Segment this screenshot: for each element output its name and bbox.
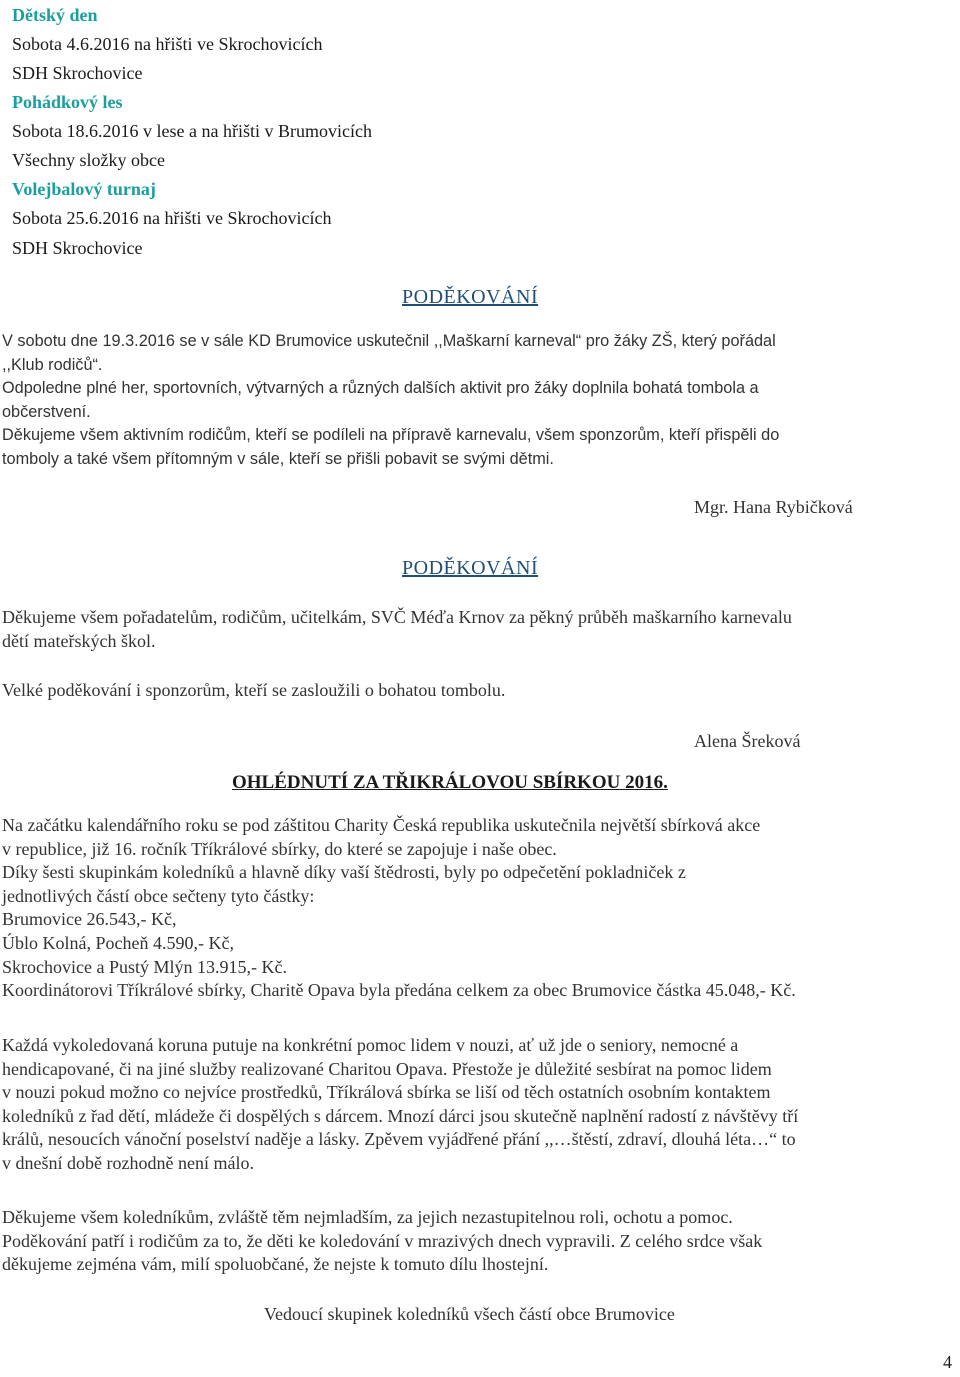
section-heading-thanks-1: PODĚKOVÁNÍ [402, 286, 539, 308]
text-line: koledníků z řad dětí, mládeže či dospělých s dárcem. Mnozí dárci jsou skutečně naplnění radostí z návštěvy tří [2, 1105, 799, 1126]
text-line: dětí mateřských škol. [2, 630, 156, 651]
text-line: občerstvení. [2, 402, 91, 421]
text-line: Děkujeme všem aktivním rodičům, kteří se podíleli na přípravě karnevalu, všem sponzorům, kteří přispěli do [2, 426, 780, 444]
text-line: Děkujeme všem koledníkům, zvláště těm nejmladším, za jejich nezastupitelnou roli, ochotu a pomoc. [2, 1207, 733, 1227]
text-line: v nouzi pokud možno co nejvíce prostředků, Tříkrálová sbírka se liší od těch ostatních osobním kontaktem [2, 1082, 771, 1103]
text-line: ,,Klub rodičů“. [2, 355, 103, 374]
text-line: hendicapované, či na jiné služby realizované Charitou Opava. Přestože je důležité sesbírat na pomoc lidem [2, 1058, 772, 1079]
thanks-1-text [2, 330, 948, 471]
amount-line: Brumovice 26.543,- Kč, [2, 909, 177, 930]
event-organizer: SDH Skrochovice [12, 63, 143, 83]
text-line: Každá vykoledovaná koruna putuje na konkrétní pomoc lidem v nouzi, ať už jde o seniory, nemocné a [2, 1035, 739, 1055]
thanks-2-sponsors: Velké poděkování i sponzorům, kteří se zasloužili o bohatou tombolu. [2, 680, 506, 700]
text-line: Díky šesti skupinkám koledníků a hlavně díky vaší štědrosti, byly po odpečetění pokladniček z [2, 862, 686, 883]
event-detail: Sobota 25.6.2016 na hřišti ve Skrochovicích [12, 208, 332, 228]
text-line: jednotlivých částí obce sečteny tyto částky: [2, 885, 315, 906]
collection-intro [2, 814, 948, 1003]
text-line: Poděkování patří i rodičům za to, že děti ke koledování v mrazivých dnech vypravili. Z celého srdce však [2, 1230, 763, 1251]
section-heading-thanks-2: PODĚKOVÁNÍ [402, 557, 539, 579]
text-line: Na začátku kalendářního roku se pod záštitou Charity Česká republika uskutečnila největší sbírková akce [2, 815, 761, 835]
event-title: Volejbalový turnaj [12, 179, 156, 199]
text-line: V sobotu dne 19.3.2016 se v sále KD Brumovice uskutečnil ,,Maškarní karneval“ pro žáky ZŠ, který pořádal [2, 332, 776, 350]
text-line: králů, nesoucích vánoční poselství naděje a lásky. Zpěvem vyjádřené přání ,,…štěstí, zdraví, dlouhá léta…“ to [2, 1129, 796, 1150]
text-line: Děkujeme všem pořadatelům, rodičům, učitelkám, SVČ Méďa Krnov za pěkný průběh maškarního karnevalu [2, 607, 792, 627]
text-line: Odpoledne plné her, sportovních, výtvarných a různých dalších aktivit pro žáky doplnila bohatá tombola a [2, 379, 759, 397]
event-title: Dětský den [12, 5, 98, 25]
text-line: tomboly a také všem přítomným v sále, kteří se přišli pobavit se svými dětmi. [2, 449, 554, 468]
signature-collection: Vedoucí skupinek koledníků všech částí obce Brumovice [264, 1304, 675, 1324]
amount-line: Úblo Kolná, Pocheň 4.590,- Kč, [2, 932, 234, 953]
page-number: 4 [943, 1352, 952, 1372]
collection-purpose [2, 1034, 948, 1176]
event-organizer: Všechny složky obce [12, 150, 165, 170]
collection-thanks [2, 1206, 948, 1277]
thanks-2-text [2, 606, 948, 653]
text-line: v republice, již 16. ročník Tříkrálové sbírky, do které se zapojuje i naše obec. [2, 838, 557, 859]
event-title: Pohádkový les [12, 92, 123, 112]
event-organizer: SDH Skrochovice [12, 238, 143, 258]
signature-thanks-2: Alena Šreková [694, 731, 801, 751]
amount-line: Skrochovice a Pustý Mlýn 13.915,- Kč. [2, 956, 287, 977]
signature-thanks-1: Mgr. Hana Rybičková [694, 497, 853, 517]
text-line: děkujeme zejména vám, milí spoluobčané, že nejste k tomuto dílu lhostejní. [2, 1254, 549, 1275]
text-line: v dnešní době rozhodně není málo. [2, 1152, 254, 1173]
section-heading-collection: OHLÉDNUTÍ ZA TŘIKRÁLOVOU SBÍRKOU 2016. [232, 772, 668, 793]
event-detail: Sobota 18.6.2016 v lese a na hřišti v Brumovicích [12, 121, 372, 141]
event-detail: Sobota 4.6.2016 na hřišti ve Skrochovicích [12, 34, 323, 54]
text-line: Koordinátorovi Tříkrálové sbírky, Charitě Opava byla předána celkem za obec Brumovice částka 45.048,- Kč. [2, 980, 796, 1001]
